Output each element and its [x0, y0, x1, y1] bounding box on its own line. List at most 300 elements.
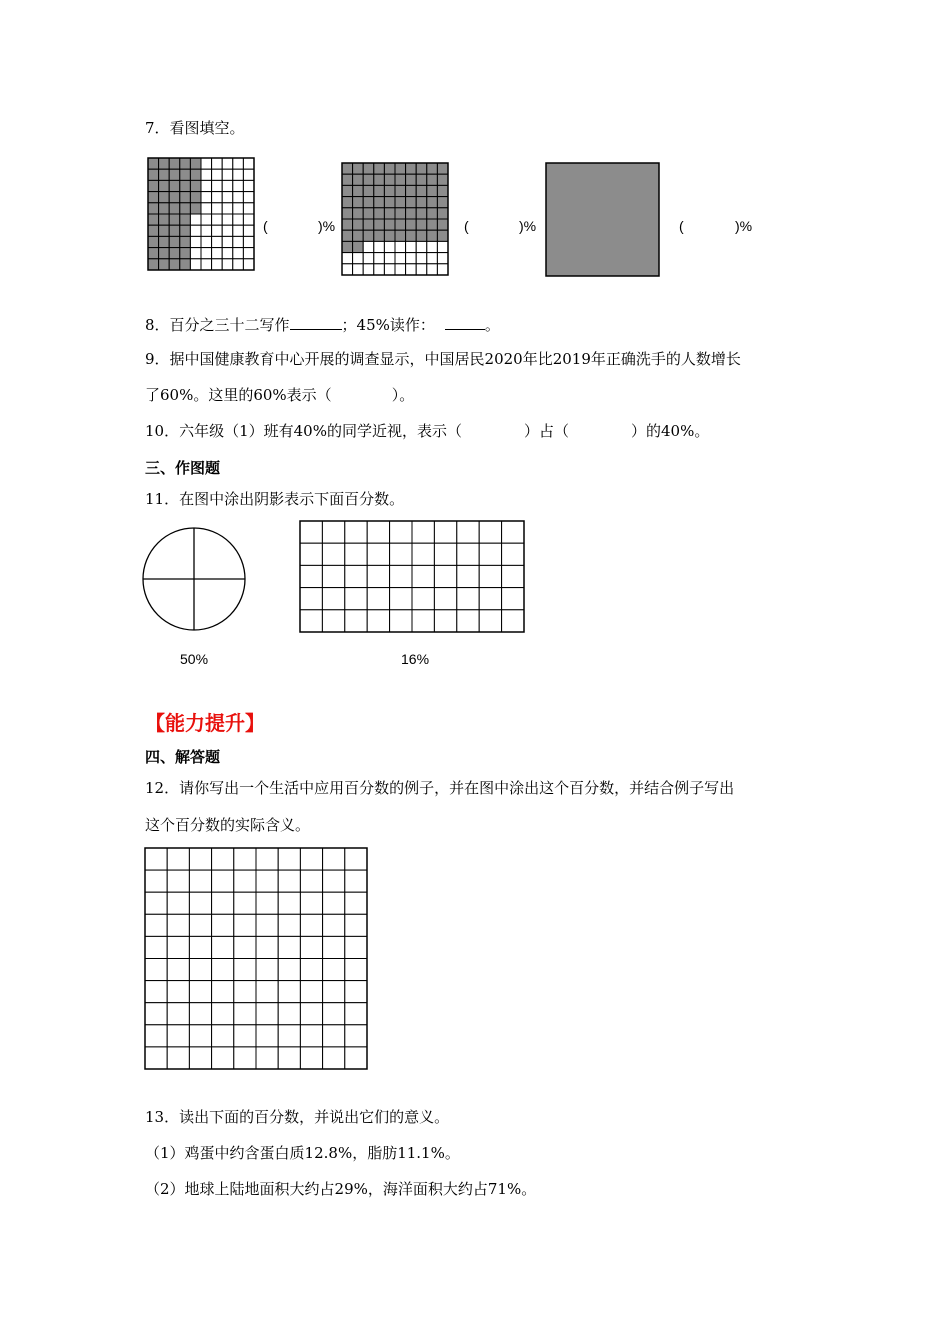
grid-cell — [363, 264, 374, 275]
grid-cell — [345, 848, 367, 870]
circle-label: 50% — [180, 651, 209, 667]
grid-cell — [233, 158, 244, 169]
q8-part2: ；45%读作： — [341, 316, 435, 334]
grid-cell — [159, 214, 170, 225]
grid-cell — [169, 248, 180, 259]
grid-cell — [363, 241, 374, 252]
grid-cell — [169, 259, 180, 270]
grid-cell — [169, 203, 180, 214]
grid-cell — [180, 192, 191, 203]
grid-cell — [502, 610, 524, 632]
grid-cell — [384, 208, 395, 219]
grid-cell — [384, 185, 395, 196]
grid-cell — [212, 158, 223, 169]
grid-cell — [353, 174, 364, 185]
grid-cell — [233, 180, 244, 191]
grid-cell — [159, 203, 170, 214]
q13-item1: （1）鸡蛋中约含蛋白质12.8%，脂肪11.1%。 — [145, 1144, 460, 1162]
grid-cell — [278, 914, 300, 936]
grid-cell — [363, 208, 374, 219]
grid-cell — [145, 870, 167, 892]
grid-cell — [145, 848, 167, 870]
grid-cell — [345, 1047, 367, 1069]
grid-cell — [222, 248, 233, 259]
grid-cell — [342, 174, 353, 185]
q12-line2: 这个百分数的实际含义。 — [145, 816, 311, 834]
grid-cell — [201, 169, 212, 180]
grid-cell — [234, 1003, 256, 1025]
q11-text: 11．在图中涂出阴影表示下面百分数。 — [145, 490, 405, 508]
grid-cell — [367, 588, 389, 610]
grid-cell — [145, 936, 167, 958]
grid-cell — [406, 174, 417, 185]
grid-cell — [159, 169, 170, 180]
grid-cell — [212, 1047, 234, 1069]
grid-cell — [300, 543, 322, 565]
grid-cell — [169, 158, 180, 169]
grid-cell — [406, 163, 417, 174]
grid-cell — [148, 225, 159, 236]
grid-cell — [212, 1025, 234, 1047]
grid-cell — [234, 848, 256, 870]
grid-cell — [167, 870, 189, 892]
grid-cell — [233, 192, 244, 203]
grid-cell — [437, 197, 448, 208]
grid-cell — [201, 259, 212, 270]
grid-cell — [189, 981, 211, 1003]
grid-cell — [222, 203, 233, 214]
section3-heading: 三、作图题 — [145, 459, 221, 477]
grid-cell — [395, 197, 406, 208]
q10-line — [145, 424, 709, 439]
grid-cell — [234, 1025, 256, 1047]
grid-cell — [457, 543, 479, 565]
grid-cell — [353, 185, 364, 196]
grid-cell — [145, 959, 167, 981]
q8-blank1[interactable] — [290, 316, 342, 330]
grid-cell — [148, 214, 159, 225]
grid-cell — [212, 848, 234, 870]
grid-cell — [234, 1047, 256, 1069]
grid-cell — [345, 981, 367, 1003]
grid-cell — [189, 870, 211, 892]
grid-cell — [180, 225, 191, 236]
grid-cell — [278, 892, 300, 914]
grid-cell — [201, 192, 212, 203]
grid-cell — [190, 248, 201, 259]
grid-cell — [412, 521, 434, 543]
grid-cell — [437, 208, 448, 219]
grid-cell — [437, 163, 448, 174]
q13-text: 13．读出下面的百分数，并说出它们的意义。 — [145, 1108, 450, 1126]
section4-heading: 四、解答题 — [145, 748, 221, 766]
grid-cell — [180, 158, 191, 169]
grid-cell — [345, 914, 367, 936]
grid-cell — [300, 870, 322, 892]
grid-cell — [374, 208, 385, 219]
percent-grid-45 — [148, 158, 254, 270]
grid-cell — [212, 214, 223, 225]
grid-cell — [345, 565, 367, 587]
grid-cell — [502, 543, 524, 565]
grid-cell — [427, 208, 438, 219]
grid-cell — [278, 981, 300, 1003]
grid-cell — [256, 1003, 278, 1025]
grid-cell — [323, 936, 345, 958]
grid-cell — [384, 174, 395, 185]
grid-cell — [169, 180, 180, 191]
grid-cell — [384, 230, 395, 241]
grid-cell — [222, 158, 233, 169]
grid-cell — [437, 219, 448, 230]
grid-cell — [212, 259, 223, 270]
grid-cell — [434, 610, 456, 632]
grid-cell — [145, 981, 167, 1003]
grid-cell — [502, 588, 524, 610]
q7-blank2-open: ( — [464, 218, 469, 234]
grid-cell — [374, 163, 385, 174]
grid-cell — [457, 565, 479, 587]
grid-cell — [353, 264, 364, 275]
grid-cell — [243, 192, 254, 203]
grid-cell — [243, 259, 254, 270]
grid-cell — [427, 241, 438, 252]
grid-cell — [167, 959, 189, 981]
grid-cell — [323, 1047, 345, 1069]
grid-cell — [222, 180, 233, 191]
q8-blank2[interactable] — [445, 316, 485, 330]
grid-cell — [323, 1025, 345, 1047]
grid-cell — [374, 264, 385, 275]
grid-cell — [233, 225, 244, 236]
grid-cell — [323, 1003, 345, 1025]
grid-cell — [390, 565, 412, 587]
grid-cell — [342, 197, 353, 208]
grid-cell — [278, 870, 300, 892]
grid-10x10[interactable] — [145, 848, 367, 1069]
grid-cell — [145, 1003, 167, 1025]
grid-cell — [427, 197, 438, 208]
percent-square-full — [546, 163, 659, 276]
grid-cell — [212, 936, 234, 958]
grid-cell — [167, 1003, 189, 1025]
grid-10x5 — [300, 521, 524, 632]
q7-blank3-open: ( — [679, 218, 684, 234]
grid-cell — [190, 236, 201, 247]
grid-cell — [256, 848, 278, 870]
grid-cell — [353, 219, 364, 230]
q7-blank3-close: )% — [735, 218, 753, 234]
grid-cell — [323, 981, 345, 1003]
grid-cell — [390, 521, 412, 543]
grid-cell — [256, 892, 278, 914]
grid-cell — [353, 208, 364, 219]
grid-cell — [374, 174, 385, 185]
grid-cell — [145, 1047, 167, 1069]
grid-cell — [300, 914, 322, 936]
grid-cell — [406, 241, 417, 252]
grid-cell — [233, 214, 244, 225]
grid-cell — [233, 248, 244, 259]
q7-blank1-open: ( — [263, 218, 268, 234]
grid-cell — [189, 959, 211, 981]
grid-cell — [190, 192, 201, 203]
grid-cell — [457, 610, 479, 632]
grid-cell — [201, 248, 212, 259]
grid-cell — [363, 230, 374, 241]
grid-cell — [300, 610, 322, 632]
grid-cell — [390, 610, 412, 632]
grid-cell — [189, 1003, 211, 1025]
grid-cell — [278, 848, 300, 870]
grid-cell — [434, 521, 456, 543]
grid-cell — [363, 219, 374, 230]
grid-cell — [167, 848, 189, 870]
grid-cell — [353, 241, 364, 252]
grid-cell — [201, 236, 212, 247]
grid-cell — [479, 588, 501, 610]
grid-cell — [367, 521, 389, 543]
grid-cell — [212, 248, 223, 259]
grid-cell — [416, 197, 427, 208]
grid-cell — [502, 521, 524, 543]
grid-cell — [212, 892, 234, 914]
grid-cell — [190, 203, 201, 214]
grid-cell — [243, 248, 254, 259]
grid-cell — [406, 197, 417, 208]
grid-cell — [234, 981, 256, 1003]
full-square — [546, 163, 659, 276]
grid-cell — [189, 848, 211, 870]
grid-cell — [189, 1025, 211, 1047]
grid-cell — [342, 163, 353, 174]
grid-cell — [300, 981, 322, 1003]
grid-cell — [148, 158, 159, 169]
grid-cell — [416, 185, 427, 196]
grid-cell — [300, 892, 322, 914]
grid-cell — [222, 225, 233, 236]
grid-cell — [342, 208, 353, 219]
grid-cell — [374, 241, 385, 252]
grid-cell — [180, 248, 191, 259]
grid-cell — [412, 610, 434, 632]
grid-cell — [234, 959, 256, 981]
grid-cell — [345, 521, 367, 543]
grid-cell — [363, 163, 374, 174]
grid-cell — [457, 521, 479, 543]
grid-cell — [406, 219, 417, 230]
grid-cell — [300, 521, 322, 543]
q10-a: 10．六年级（1）班有40%的同学近视，表示（ — [145, 422, 462, 440]
q10-c: ）的40%。 — [631, 422, 710, 440]
grid-cell — [322, 610, 344, 632]
grid-cell — [300, 959, 322, 981]
grid-cell — [395, 174, 406, 185]
grid-cell — [374, 230, 385, 241]
grid-cell — [322, 543, 344, 565]
grid-cell — [427, 264, 438, 275]
grid-cell — [479, 543, 501, 565]
grid-cell — [148, 169, 159, 180]
grid-cell — [416, 219, 427, 230]
grid-cell — [434, 565, 456, 587]
q8-part3: 。 — [484, 316, 500, 334]
q8-line — [145, 316, 500, 333]
grid-cell — [353, 163, 364, 174]
grid-cell — [234, 870, 256, 892]
grid-cell — [345, 588, 367, 610]
grid-cell — [222, 236, 233, 247]
grid-cell — [189, 1047, 211, 1069]
grid-cell — [233, 259, 244, 270]
grid-cell — [479, 565, 501, 587]
grid-cell — [384, 253, 395, 264]
grid-cell — [278, 1003, 300, 1025]
grid-cell — [406, 185, 417, 196]
q7-text: 7．看图填空。 — [145, 119, 245, 137]
grid-cell — [406, 208, 417, 219]
grid-cell — [159, 236, 170, 247]
grid-cell — [322, 521, 344, 543]
grid-cell — [148, 236, 159, 247]
grid-cell — [374, 197, 385, 208]
grid-cell — [345, 543, 367, 565]
grid-cell — [395, 219, 406, 230]
grid-cell — [234, 892, 256, 914]
grid-cell — [416, 163, 427, 174]
grid-cell — [190, 169, 201, 180]
grid-cell — [148, 203, 159, 214]
grid-cell — [395, 163, 406, 174]
grid-cell — [233, 203, 244, 214]
grid-cell — [502, 565, 524, 587]
grid-cell — [190, 225, 201, 236]
grid-cell — [323, 892, 345, 914]
grid-cell — [353, 197, 364, 208]
grid-cell — [180, 236, 191, 247]
grid-cell — [278, 936, 300, 958]
grid-cell — [323, 959, 345, 981]
grid-cell — [479, 610, 501, 632]
grid-cell — [201, 180, 212, 191]
q9-line2 — [145, 388, 414, 403]
grid-cell — [384, 264, 395, 275]
grid-cell — [180, 259, 191, 270]
grid-cell — [363, 174, 374, 185]
grid-cell — [278, 959, 300, 981]
grid-cell — [345, 959, 367, 981]
grid-cell — [212, 870, 234, 892]
grid-cell — [145, 914, 167, 936]
grid-cell — [374, 253, 385, 264]
grid-cell — [353, 253, 364, 264]
grid-cell — [145, 1025, 167, 1047]
grid-cell — [256, 936, 278, 958]
grid-cell — [169, 236, 180, 247]
grid-cell — [437, 174, 448, 185]
grid-cell — [345, 870, 367, 892]
q9-line2b: ）。 — [391, 386, 415, 404]
grid-cell — [406, 264, 417, 275]
grid-cell — [190, 214, 201, 225]
grid-cell — [256, 959, 278, 981]
grid-cell — [395, 230, 406, 241]
q9-line1: 9．据中国健康教育中心开展的调查显示，中国居民2020年比2019年正确洗手的人数增长 — [145, 350, 741, 368]
grid-cell — [212, 1003, 234, 1025]
q13-item2: （2）地球上陆地面积大约占29%，海洋面积大约占71%。 — [145, 1180, 537, 1198]
q12-line1: 12．请你写出一个生活中应用百分数的例子，并在图中涂出这个百分数，并结合例子写出 — [145, 779, 735, 797]
grid-cell — [390, 588, 412, 610]
grid-cell — [437, 241, 448, 252]
grid-cell — [427, 230, 438, 241]
grid-cell — [201, 225, 212, 236]
grid-cell — [167, 892, 189, 914]
grid-cell — [367, 543, 389, 565]
grid-cell — [180, 180, 191, 191]
grid-cell — [427, 163, 438, 174]
grid-cell — [169, 192, 180, 203]
grid-cell — [437, 230, 448, 241]
grid-cell — [222, 192, 233, 203]
grid-cell — [300, 1025, 322, 1047]
grid-cell — [201, 203, 212, 214]
grid-cell — [323, 870, 345, 892]
grid-cell — [256, 870, 278, 892]
grid-cell — [189, 892, 211, 914]
grid-cell — [412, 543, 434, 565]
grid-cell — [278, 1025, 300, 1047]
grid-cell — [167, 1025, 189, 1047]
grid-cell — [148, 192, 159, 203]
grid-cell — [374, 185, 385, 196]
grid-cell — [243, 236, 254, 247]
grid-cell — [145, 892, 167, 914]
grid-cell — [212, 203, 223, 214]
grid-cell — [180, 214, 191, 225]
grid-cell — [384, 197, 395, 208]
grid-cell — [342, 264, 353, 275]
grid-cell — [322, 588, 344, 610]
q7-blank2-close: )% — [519, 218, 537, 234]
grid-cell — [201, 158, 212, 169]
grid-cell — [180, 203, 191, 214]
grid-cell — [457, 588, 479, 610]
grid-cell — [212, 914, 234, 936]
grid-cell — [416, 174, 427, 185]
grid-cell — [345, 892, 367, 914]
grid-cell — [300, 565, 322, 587]
grid-cell — [437, 264, 448, 275]
grid-cell — [167, 981, 189, 1003]
grid-cell — [300, 936, 322, 958]
grid-cell — [243, 169, 254, 180]
grid-cell — [212, 192, 223, 203]
grid-cell — [189, 936, 211, 958]
grid-cell — [167, 936, 189, 958]
grid-cell — [437, 253, 448, 264]
grid-cell — [384, 219, 395, 230]
grid-cell — [234, 914, 256, 936]
grid-cell — [342, 253, 353, 264]
grid-cell — [390, 543, 412, 565]
grid-cell — [323, 914, 345, 936]
grid-cell — [159, 248, 170, 259]
grid-cell — [300, 588, 322, 610]
percent-grid-72 — [342, 163, 448, 275]
grid-cell — [406, 253, 417, 264]
grid-cell — [212, 981, 234, 1003]
q7-blank1-close: )% — [318, 218, 336, 234]
